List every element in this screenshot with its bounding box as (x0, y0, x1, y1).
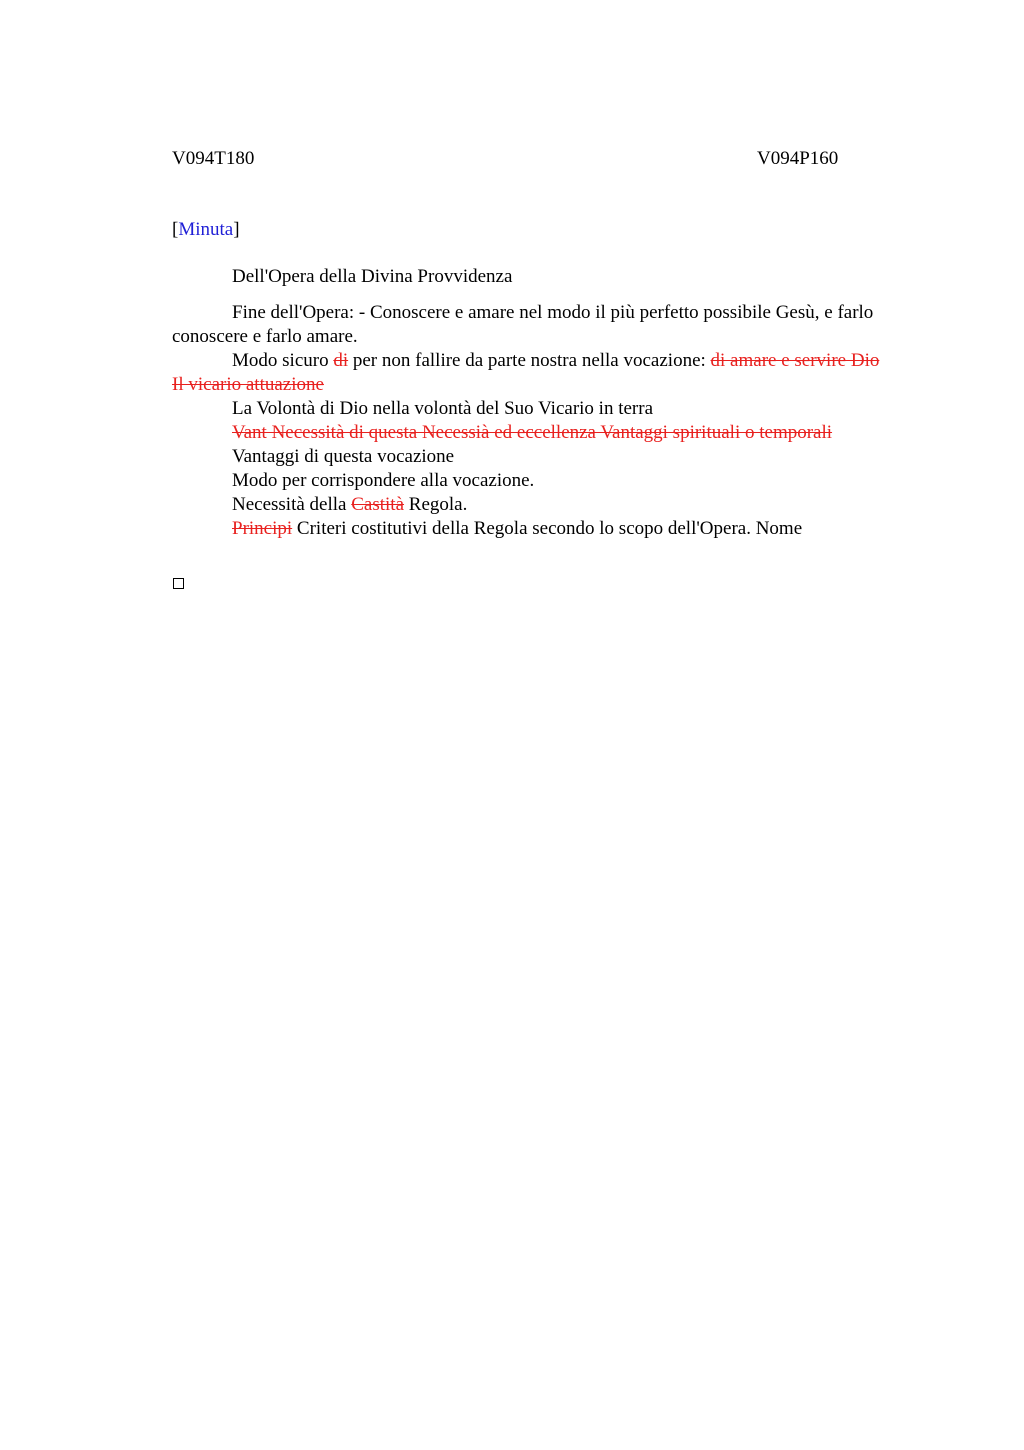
paragraph-fine: Fine dell'Opera: - Conoscere e amare nel modo il più perfetto possibile Gesù, e farlo conoscere e farlo amare. (172, 302, 874, 347)
deleted-line-text: Vant Necessità di questa Necessià ed eccellenza Vantaggi spirituali o temporali (232, 422, 833, 443)
deleted-word-castita: Castità (351, 494, 405, 515)
criteri-text: Criteri costitutivi della Regola secondo lo scopo dell'Opera. Nome (292, 518, 803, 539)
line-corrispondere: Modo per corrispondere alla vocazione. (232, 470, 535, 491)
modo-text-a: Modo sicuro (232, 350, 334, 371)
deleted-word-principi: Principi (232, 518, 293, 539)
tag-close-bracket: ] (233, 219, 240, 240)
deleted-word-di: di (333, 350, 349, 371)
deleted-phrase-amare: di amare e servire Dio Il vicario attuazione (172, 350, 880, 395)
line-volonta: La Volontà di Dio nella volontà del Suo Vicario in terra (232, 398, 653, 419)
necessita-text-b: Regola. (404, 494, 468, 515)
checkbox-square-icon[interactable] (173, 578, 184, 589)
minuta-link[interactable]: Minuta (178, 219, 234, 240)
tag-open-bracket: [ (172, 219, 179, 240)
document-body (172, 265, 888, 541)
document-title: Dell'Opera della Divina Provvidenza (232, 266, 513, 287)
line-criteri (172, 517, 888, 541)
necessita-text-a: Necessità della (232, 494, 352, 515)
document-code-right: V094P160 (757, 148, 839, 169)
page-header (172, 147, 844, 171)
line-necessita (172, 493, 888, 517)
minuta-tag (172, 218, 240, 242)
paragraph-gap (172, 289, 888, 301)
paragraph-modo (172, 349, 888, 397)
document-code-left: V094T180 (172, 148, 255, 169)
modo-text-b: per non fallire da parte nostra nella vocazione: (348, 350, 711, 371)
line-deleted-necessita (172, 421, 888, 445)
line-vantaggi: Vantaggi di questa vocazione (232, 446, 455, 467)
